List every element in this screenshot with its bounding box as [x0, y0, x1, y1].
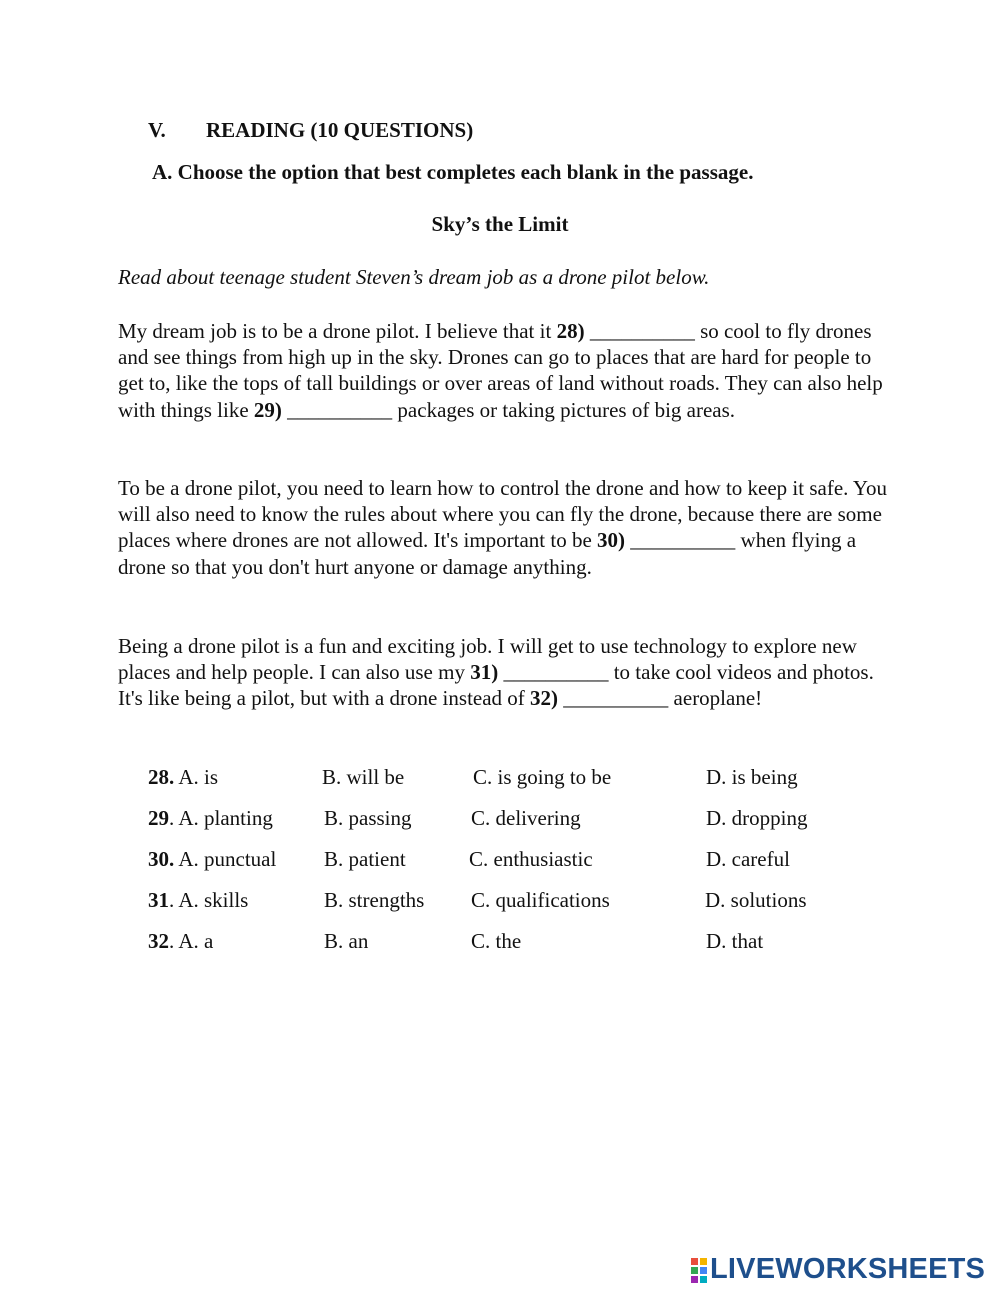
- paragraph-1-text-a: My dream job is to be a drone pilot. I believe that it: [118, 319, 557, 343]
- option-b[interactable]: B. will be: [322, 765, 405, 789]
- paragraph-3: [118, 633, 898, 712]
- paragraph-2-text-b: __________ when flying a drone so that you don't hurt anyone or damage anything.: [118, 528, 857, 579]
- option-a[interactable]: A. punctual: [174, 847, 277, 871]
- option-c[interactable]: C. delivering: [471, 806, 581, 830]
- option-b[interactable]: B. an: [324, 929, 369, 953]
- option-c[interactable]: C. enthusiastic: [469, 847, 593, 871]
- paragraph-3-text-a: Being a drone pilot is a fun and exciting job. I will get to use technology to explore new places and help people. I can also use my: [118, 634, 857, 685]
- question-32: [148, 929, 213, 954]
- question-30: [148, 847, 276, 872]
- paragraph-2: [118, 475, 898, 580]
- question-number: 29: [148, 806, 169, 830]
- question-row-30: [0, 847, 1000, 873]
- question-number: 28.: [148, 765, 175, 789]
- option-c[interactable]: C. the: [471, 929, 522, 953]
- option-d[interactable]: D. careful: [706, 847, 790, 871]
- option-d[interactable]: D. that: [706, 929, 764, 953]
- option-c[interactable]: C. is going to be: [473, 765, 612, 789]
- question-number: 31: [148, 888, 169, 912]
- option-b[interactable]: B. passing: [324, 806, 412, 830]
- option-d[interactable]: D. is being: [706, 765, 798, 789]
- paragraph-1-text-b: __________ so cool to fly drones and see things from high up in the sky. Drones can go to places that are hard for people to get to, like the tops of tall buildings or over areas of land without roads. They can also help with things like: [118, 319, 883, 422]
- paragraph-1-text-c: __________ packages or taking pictures of big areas.: [281, 397, 736, 422]
- section-heading: [148, 118, 473, 143]
- paragraph-2-text-a: To be a drone pilot, you need to learn how to control the drone and how to keep it safe. You will also need to know the rules about where you can fly the drone, because there are some places where drones are not allowed. It's important to be: [118, 476, 887, 553]
- option-a[interactable]: . A. a: [169, 929, 214, 953]
- option-a[interactable]: A. is: [174, 765, 219, 789]
- section-number: V.: [148, 118, 166, 142]
- option-d[interactable]: D. solutions: [705, 888, 807, 912]
- question-number: 30.: [148, 847, 175, 871]
- option-b[interactable]: B. strengths: [324, 888, 425, 912]
- passage-intro: Read about teenage student Steven’s dream job as a drone pilot below.: [118, 265, 710, 289]
- question-row-31: [0, 888, 1000, 914]
- question-row-28: [0, 765, 1000, 791]
- paragraph-1: [118, 318, 898, 423]
- blank-label-28: 28): [556, 319, 585, 343]
- question-28: [148, 765, 218, 790]
- question-row-29: [0, 806, 1000, 832]
- paragraph-3-text-c: __________ aeroplane!: [558, 686, 763, 711]
- option-c[interactable]: C. qualifications: [471, 888, 610, 912]
- option-d[interactable]: D. dropping: [706, 806, 808, 830]
- question-row-32: [0, 929, 1000, 955]
- logo-text: LIVEWORKSHEETS: [710, 1253, 986, 1285]
- question-number: 32: [148, 929, 169, 953]
- blank-label-29: 29): [253, 397, 282, 422]
- option-a[interactable]: . A. skills: [169, 888, 249, 912]
- blank-label-30: 30): [597, 528, 626, 553]
- option-a[interactable]: . A. planting: [169, 806, 273, 830]
- option-b[interactable]: B. patient: [324, 847, 406, 871]
- blank-label-31: 31): [470, 660, 499, 685]
- passage-title: Sky’s the Limit: [431, 212, 569, 236]
- question-31: [148, 888, 248, 913]
- instruction: A. Choose the option that best completes each blank in the passage.: [152, 160, 754, 184]
- section-title: READING (10 QUESTIONS): [206, 118, 474, 142]
- blank-label-32: 32): [530, 686, 559, 711]
- question-29: [148, 806, 273, 831]
- logo-mark-icon: [690, 1256, 708, 1284]
- paragraph-3-text-b: __________ to take cool videos and photos. It's like being a pilot, but with a drone instead of: [118, 660, 874, 711]
